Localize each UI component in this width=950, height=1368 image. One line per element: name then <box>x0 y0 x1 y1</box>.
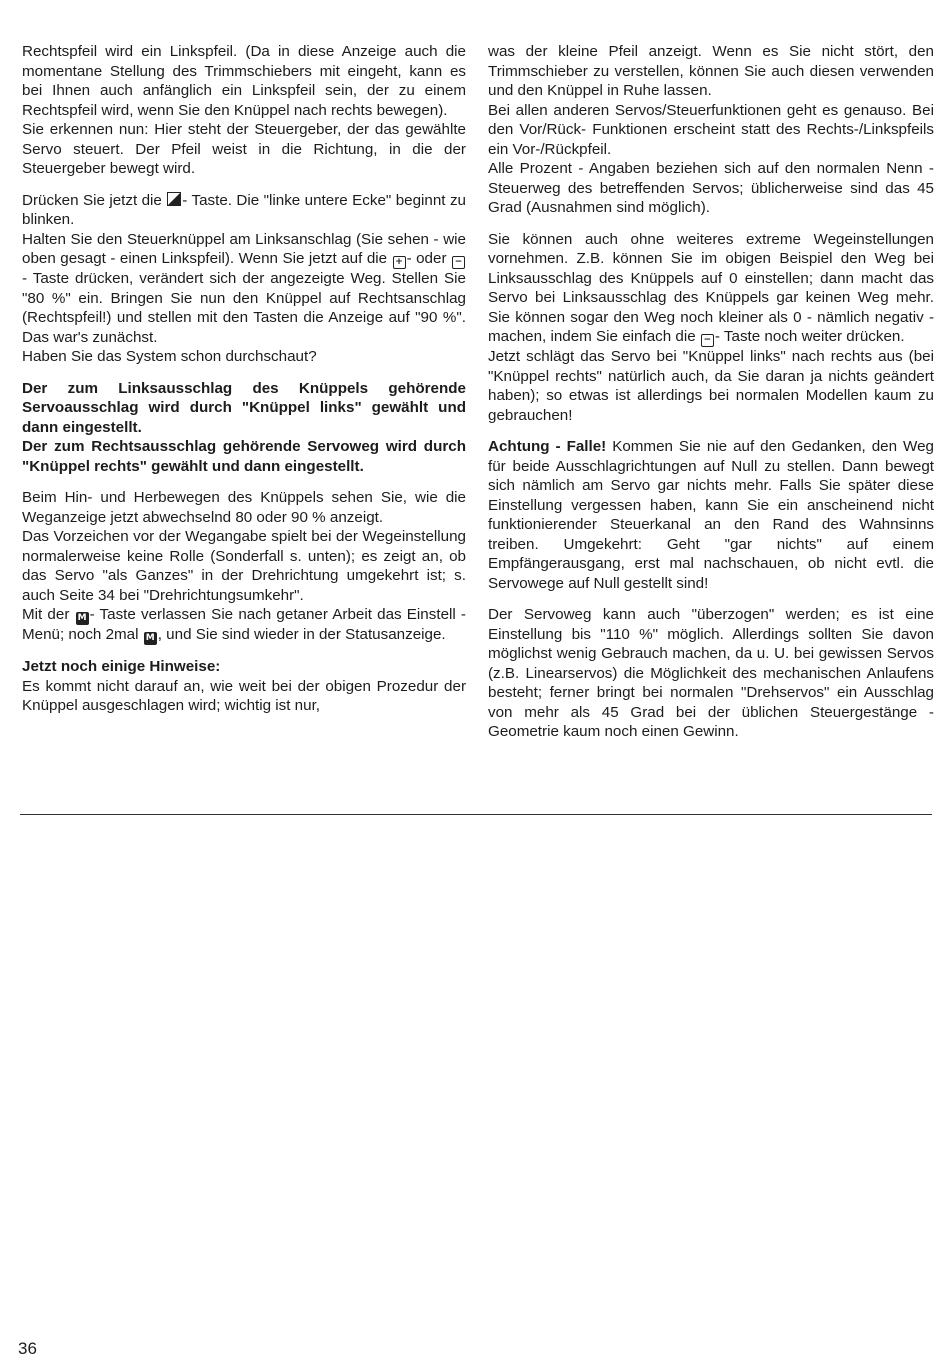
minus-key-icon: − <box>452 256 465 269</box>
paragraph: Mit der M - Taste verlassen Sie nach getaner Arbeit das Einstell - Menü; noch 2mal M , und Sie sind wieder in der Statusanzeige. <box>22 606 466 643</box>
section-heading: Jetzt noch einige Hinweise: <box>22 658 221 675</box>
bold-paragraph: Der zum Linksausschlag des Knüppels gehörende Servoausschlag wird durch "Knüppel links" gewählt und dann eingestellt. <box>22 379 466 436</box>
paragraph: was der kleine Pfeil anzeigt. Wenn es Sie nicht stört, den Trimmschieber zu verstellen, können Sie auch diesen verwenden und den Knüppel in Ruhe lassen. <box>488 43 934 99</box>
paragraph: Sie erkennen nun: Hier steht der Steuergeber, der das gewählte Servo steuert. Der Pfeil weist in die Richtung, in die der Steuergeber bewegt wird. <box>22 121 466 177</box>
paragraph: Halten Sie den Steuerknüppel am Linksanschlag (Sie sehen - wie oben gesagt - einen Linkspfeil). Wenn Sie jetzt auf die + - oder −- Taste drücken, verändert sich der angezeigte Weg. Stellen Sie "80 %" ein. Bringen Sie nun den Knüppel auf Rechtsanschlag (Rechtspfeil!) und stellen mit den Tasten die Anzeige auf "90 %". Das war's zunächst. <box>22 230 466 346</box>
minus-key-icon: − <box>701 334 714 347</box>
bold-paragraph: Der zum Rechtsausschlag gehörende Servoweg wird durch "Knüppel rechts" gewählt und dann eingestellt. <box>22 438 466 475</box>
plus-key-icon: + <box>393 256 406 269</box>
paragraph: Beim Hin- und Herbewegen des Knüppels sehen Sie, wie die Weganzeige jetzt abwechselnd 80 oder 90 % anzeigt. <box>22 489 466 526</box>
paragraph: Achtung - Falle! Kommen Sie nie auf den Gedanken, den Weg für beide Ausschlagrichtungen auf Null zu stellen. Dann bewegt sich nämlich am Servo gar nichts mehr. Falls Sie später diese Einstellung vergessen haben, kann Sie ein anscheinend nicht funktionierender Steuerkanal an den Rand des Wahnsinns treiben. Umgekehrt: Geht "gar nichts" auf einem Empfängerausgang, erst mal nachschauen, ob nicht evtl. die Servowege auf Null gestellt sind! <box>488 438 934 592</box>
paragraph: Es kommt nicht darauf an, wie weit bei der obigen Prozedur der Knüppel ausgeschlagen wird; wichtig ist nur, <box>22 677 466 714</box>
right-column <box>488 42 934 754</box>
paragraph: Jetzt schlägt das Servo bei "Knüppel links" nach rechts aus (bei "Knüppel rechts" natürlich auch, da Sie daran ja nichts geändert haben); so etwas ist allerdings bei normalen Modellen kaum zu gebrauchen! <box>488 348 934 424</box>
warning-label: Achtung - Falle! <box>488 438 607 455</box>
paragraph: Drücken Sie jetzt die - Taste. Die "linke untere Ecke" beginnt zu blinken. <box>22 191 466 228</box>
page-number: 36 <box>18 1339 37 1358</box>
paragraph: Bei allen anderen Servos/Steuerfunktionen geht es genauso. Bei den Vor/Rück- Funktionen erscheint statt des Rechts-/Linkspfeils ein Vor-/Rückpfeil. <box>488 101 934 158</box>
paragraph: Alle Prozent - Angaben beziehen sich auf den normalen Nenn - Steuerweg des betreffenden Servos; üblicherweise sind das 45 Grad (Ausnahmen sind möglich). <box>488 160 934 216</box>
horizontal-rule <box>20 814 932 815</box>
left-column <box>22 42 466 728</box>
menu-key-icon: M <box>76 612 89 625</box>
menu-key-icon: M <box>144 632 157 645</box>
paragraph: Das Vorzeichen vor der Wegangabe spielt bei der Wegeinstellung normalerweise keine Rolle (Sonderfall s. unten); es zeigt an, ob das Servo "als Ganzes" in der Drehrichtung umgekehrt ist; s. auch Seite 34 bei "Drehrichtungsumkehr". <box>22 528 466 604</box>
paragraph: Sie können auch ohne weiteres extreme Wegeinstellungen vornehmen. Z.B. können Sie im obigen Beispiel den Weg bei Linksausschlag des Knüppels auf 0 einstellen; dann macht das Servo bei Linksausschlag des Knüppels gar keinen Weg mehr. Sie können sogar den Weg noch kleiner als 0 - nämlich negativ - machen, indem Sie einfach die − - Taste noch weiter drücken. <box>488 230 934 345</box>
paragraph: Haben Sie das System schon durchschaut? <box>22 348 317 365</box>
corner-key-icon <box>167 192 181 206</box>
paragraph: Der Servoweg kann auch "überzogen" werden; es ist eine Einstellung bis "110 %" möglich. Allerdings sollten Sie davon möglichst wenig Gebrauch machen, da u. U. bei gewissen Servos (z.B. Linearservos) die Möglichkeit des mechanischen Anlaufens besteht; ferner bringt bei normalen "Drehservos" ein Ausschlag von mehr als 45 Grad bei der üblichen Steuergestänge - Geometrie kaum noch einen Gewinn. <box>488 606 934 740</box>
paragraph: Rechtspfeil wird ein Linkspfeil. (Da in diese Anzeige auch die momentane Stellung des Trimmschiebers mit eingeht, kann es bei Ihnen auch anfänglich ein Linkspfeil sein, der zu einem Rechtspfeil wird, wenn Sie den Knüppel nach rechts bewegen). <box>22 43 466 119</box>
